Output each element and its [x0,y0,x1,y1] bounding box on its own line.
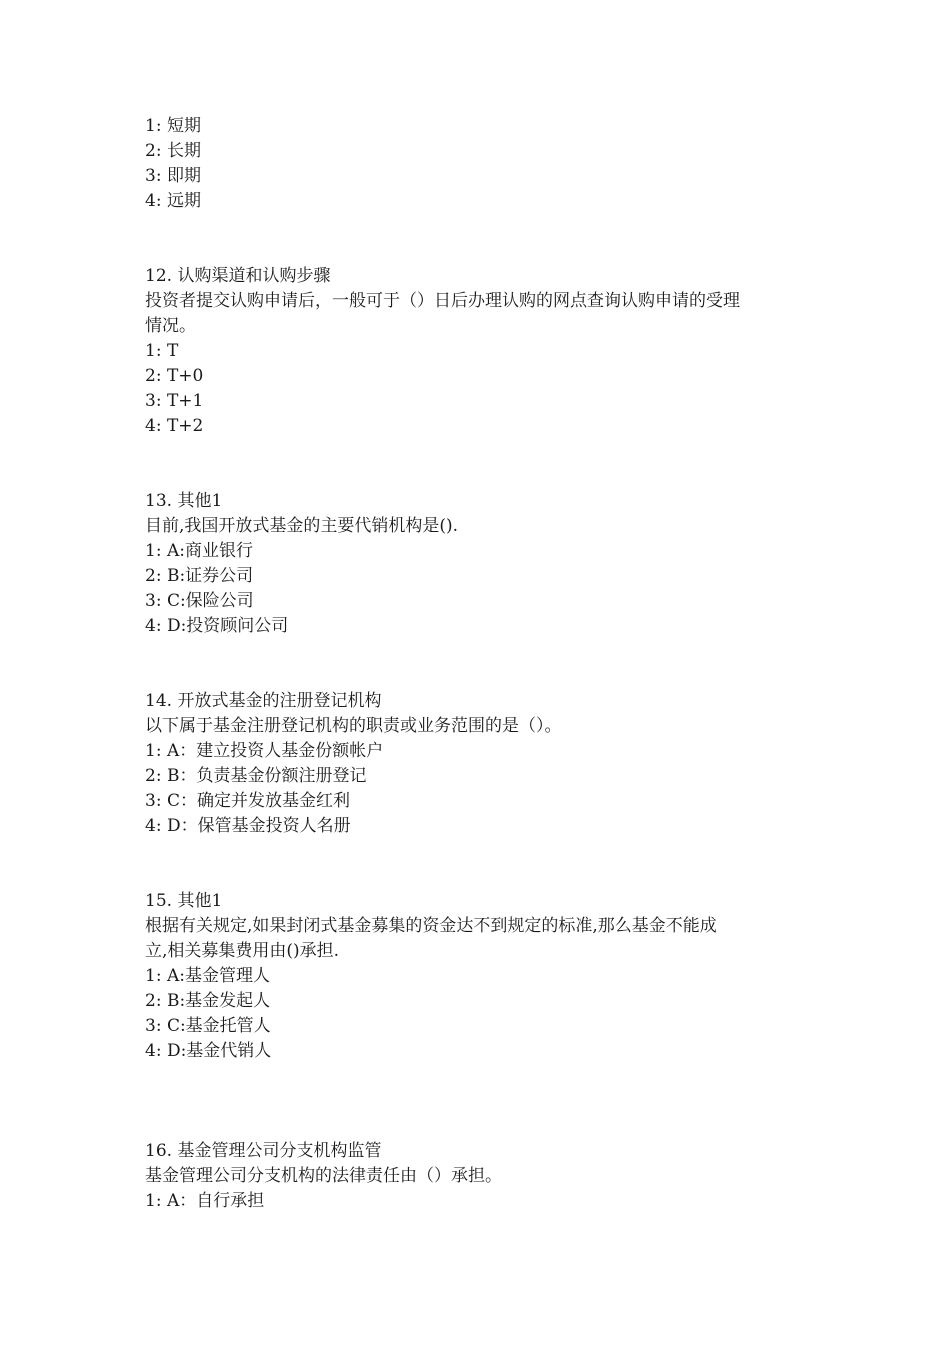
question-15 [145,889,825,1064]
question-heading: 12. 认购渠道和认购步骤 [145,266,331,286]
question-heading: 16. 基金管理公司分支机构监管 [145,1141,382,1161]
question-16 [145,1139,825,1214]
question-11-options [145,114,825,214]
option-line: 4: 远期 [145,191,201,211]
question-stem: 根据有关规定,如果封闭式基金募集的资金达不到规定的标准,那么基金不能成 [145,916,717,936]
option-line: 2: B：负责基金份额注册登记 [145,766,367,786]
question-heading: 13. 其他1 [145,491,223,511]
question-heading: 14. 开放式基金的注册登记机构 [145,691,382,711]
question-stem: 立,相关募集费用由()承担. [145,941,340,961]
spacer [145,1064,825,1139]
option-line: 3: C:基金托管人 [145,1016,271,1036]
question-stem: 基金管理公司分支机构的法律责任由（）承担。 [145,1166,502,1186]
option-line: 2: B:证券公司 [145,566,254,586]
option-line: 4: D：保管基金投资人名册 [145,816,351,836]
option-line: 4: D:投资顾问公司 [145,616,289,636]
option-line: 1: T [145,341,179,361]
question-12 [145,264,825,439]
option-line: 2: 长期 [145,141,201,161]
option-line: 3: C：确定并发放基金红利 [145,791,350,811]
option-line: 3: C:保险公司 [145,591,254,611]
question-13 [145,489,825,639]
question-stem: 情况。 [145,316,196,336]
spacer [145,639,825,689]
option-line: 1: A：自行承担 [145,1191,265,1211]
spacer [145,439,825,489]
option-line: 4: D:基金代销人 [145,1041,272,1061]
option-line: 2: B:基金发起人 [145,991,271,1011]
question-stem: 目前,我国开放式基金的主要代销机构是(). [145,516,459,536]
option-line: 1: A:基金管理人 [145,966,270,986]
option-line: 2: T+0 [145,366,204,386]
question-stem: 投资者提交认购申请后，一般可于（）日后办理认购的网点查询认购申请的受理 [145,291,740,311]
question-heading: 15. 其他1 [145,891,223,911]
document-page [145,114,825,1214]
question-stem: 以下属于基金注册登记机构的职责或业务范围的是（）。 [145,716,562,736]
option-line: 1: A：建立投资人基金份额帐户 [145,741,384,761]
spacer [145,214,825,264]
option-line: 3: T+1 [145,391,204,411]
option-line: 1: A:商业银行 [145,541,253,561]
question-14 [145,689,825,839]
option-line: 1: 短期 [145,116,201,136]
option-line: 4: T+2 [145,416,204,436]
option-line: 3: 即期 [145,166,201,186]
spacer [145,839,825,889]
